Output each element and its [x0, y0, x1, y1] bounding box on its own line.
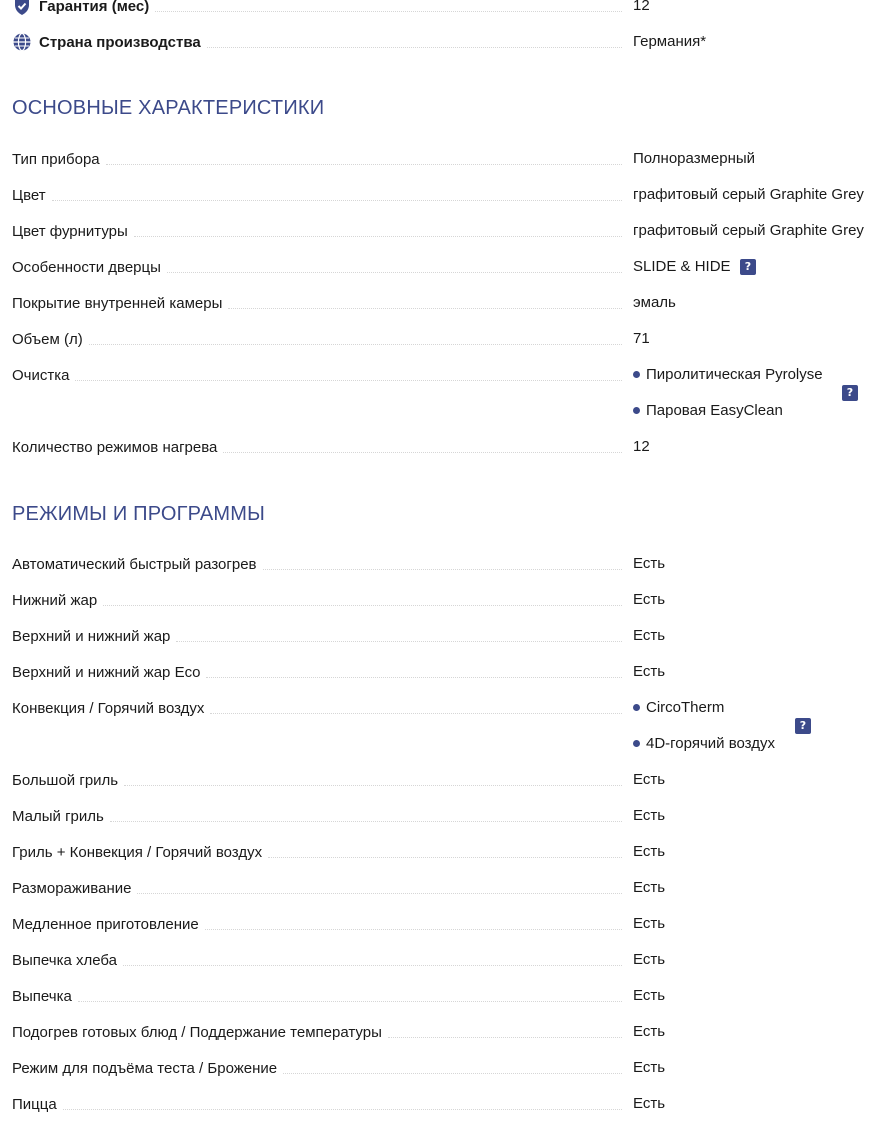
spec-label: Объем (л)	[12, 331, 89, 348]
spec-label: Пицца	[12, 1096, 63, 1113]
spec-row	[12, 912, 878, 936]
section-title-modes-programs: РЕЖИМЫ И ПРОГРАММЫ	[12, 503, 266, 525]
spec-value: Есть	[633, 879, 666, 896]
dotted-leader	[89, 343, 622, 345]
spec-row	[12, 219, 878, 243]
spec-label: Цвет	[12, 187, 52, 204]
spec-value: Есть	[633, 591, 666, 608]
spec-row	[12, 183, 878, 207]
spec-value: 12	[633, 0, 650, 14]
spec-value: Есть	[633, 1095, 666, 1112]
dotted-leader	[206, 676, 622, 678]
dotted-leader	[137, 892, 622, 894]
spec-label: Конвекция / Горячий воздух	[12, 700, 210, 717]
dotted-leader	[110, 820, 622, 822]
bullet-icon	[633, 740, 640, 747]
spec-label: Выпечка хлеба	[12, 952, 123, 969]
spec-label: Покрытие внутренней камеры	[12, 295, 228, 312]
spec-row-country	[12, 30, 878, 54]
spec-row	[12, 552, 878, 576]
spec-label: Гриль + Конвекция / Горячий воздух	[12, 844, 268, 861]
spec-value: Есть	[633, 987, 666, 1004]
spec-row	[12, 1056, 878, 1080]
spec-value: эмаль	[633, 294, 676, 311]
spec-label: Тип прибора	[12, 151, 106, 168]
spec-label: Очистка	[12, 367, 75, 384]
dotted-leader	[263, 568, 622, 570]
spec-value: 71	[633, 330, 650, 347]
dotted-leader	[78, 1000, 622, 1002]
shield-icon	[12, 0, 32, 16]
spec-row	[12, 660, 878, 684]
spec-value: Есть	[633, 771, 666, 788]
spec-label: Выпечка	[12, 988, 78, 1005]
help-button[interactable]: ?	[740, 259, 756, 275]
dotted-leader	[228, 307, 622, 309]
spec-row	[12, 147, 878, 171]
spec-label: Страна производства	[39, 33, 201, 51]
spec-row	[12, 1092, 878, 1116]
spec-value: SLIDE & HIDE	[633, 258, 731, 275]
spec-row	[12, 840, 878, 864]
dotted-leader	[388, 1036, 622, 1038]
dotted-leader	[155, 10, 622, 12]
spec-label: Нижний жар	[12, 592, 103, 609]
dotted-leader	[106, 163, 622, 165]
spec-value: Есть	[633, 555, 666, 572]
spec-label: Гарантия (мес)	[39, 0, 150, 15]
spec-value: Есть	[633, 807, 666, 824]
spec-row	[12, 984, 878, 1008]
spec-label: Малый гриль	[12, 808, 110, 825]
bullet-icon	[633, 704, 640, 711]
spec-label: Медленное приготовление	[12, 916, 205, 933]
spec-value: Есть	[633, 1023, 666, 1040]
spec-row	[12, 948, 878, 972]
spec-label: Подогрев готовых блюд / Поддержание температуры	[12, 1024, 388, 1041]
spec-label: Особенности дверцы	[12, 259, 167, 276]
dotted-leader	[167, 271, 622, 273]
spec-value: Есть	[633, 843, 666, 860]
spec-value: Есть	[633, 663, 666, 680]
dotted-leader	[63, 1108, 622, 1110]
spec-value: графитовый серый Graphite Grey	[633, 186, 864, 203]
spec-value: Германия*	[633, 33, 707, 50]
spec-label: Режим для подъёма теста / Брожение	[12, 1060, 283, 1077]
spec-row	[12, 876, 878, 900]
dotted-leader	[176, 640, 622, 642]
spec-value: Есть	[633, 1059, 666, 1076]
list-item: Паровая EasyClean	[633, 399, 783, 423]
spec-row	[12, 291, 878, 315]
help-button[interactable]: ?	[842, 385, 858, 401]
spec-row-warranty	[12, 0, 878, 18]
spec-label: Большой гриль	[12, 772, 124, 789]
spec-row	[12, 327, 878, 351]
dotted-leader	[124, 784, 622, 786]
dotted-leader	[283, 1072, 622, 1074]
spec-value: Полноразмерный	[633, 150, 756, 167]
spec-value: Есть	[633, 951, 666, 968]
dotted-leader	[207, 46, 622, 48]
dotted-leader	[210, 712, 622, 714]
spec-label: Цвет фурнитуры	[12, 223, 134, 240]
list-item: 4D-горячий воздух	[633, 732, 775, 756]
spec-row	[12, 768, 878, 792]
bullet-icon	[633, 407, 640, 414]
spec-label: Количество режимов нагрева	[12, 439, 223, 456]
spec-label: Верхний и нижний жар Eco	[12, 664, 206, 681]
dotted-leader	[123, 964, 622, 966]
dotted-leader	[52, 199, 622, 201]
spec-value: 12	[633, 438, 650, 455]
dotted-leader	[268, 856, 622, 858]
dotted-leader	[205, 928, 622, 930]
list-item: CircoTherm	[633, 696, 724, 720]
spec-value: Есть	[633, 627, 666, 644]
dotted-leader	[75, 379, 622, 381]
help-button[interactable]: ?	[795, 718, 811, 734]
spec-value: графитовый серый Graphite Grey	[633, 222, 864, 239]
dotted-leader	[103, 604, 622, 606]
spec-value: Есть	[633, 915, 666, 932]
dotted-leader	[223, 451, 622, 453]
bullet-icon	[633, 371, 640, 378]
globe-icon	[12, 32, 32, 52]
spec-row	[12, 1020, 878, 1044]
dotted-leader	[134, 235, 622, 237]
list-item: Пиролитическая Pyrolyse	[633, 363, 823, 387]
spec-row	[12, 696, 878, 720]
spec-row	[12, 588, 878, 612]
spec-row	[12, 624, 878, 648]
spec-row	[12, 435, 878, 459]
spec-label: Верхний и нижний жар	[12, 628, 176, 645]
spec-label: Размораживание	[12, 880, 137, 897]
spec-label: Автоматический быстрый разогрев	[12, 556, 263, 573]
spec-row	[12, 804, 878, 828]
section-title-main-characteristics: ОСНОВНЫЕ ХАРАКТЕРИСТИКИ	[12, 97, 325, 119]
